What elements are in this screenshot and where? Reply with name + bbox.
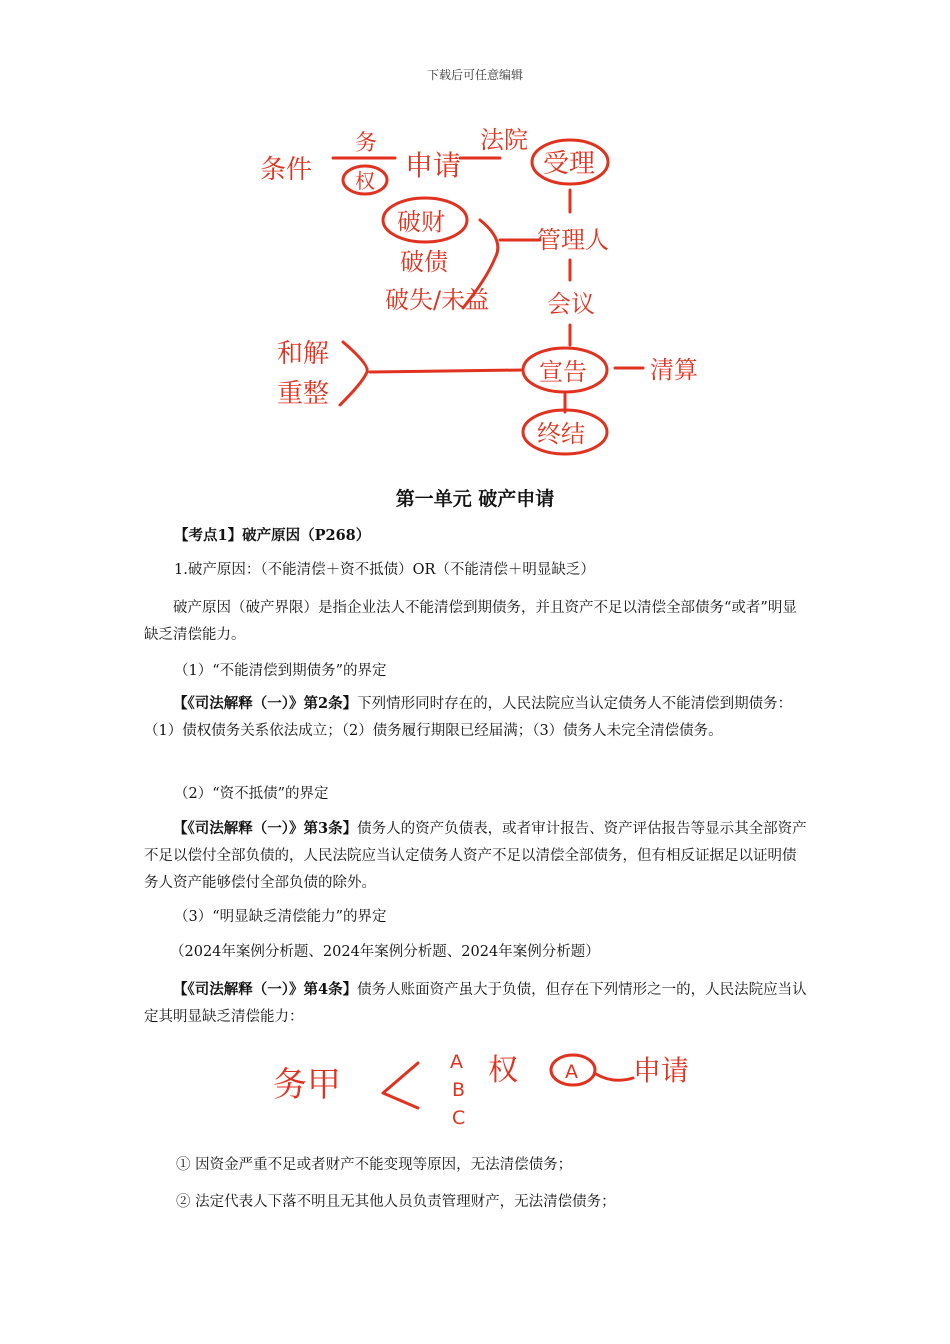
handwritten-flowchart: [255, 120, 715, 470]
hw-xuangao: 宣告: [539, 358, 587, 386]
hw-shouli: 受理: [543, 149, 596, 179]
hw-hejie: 和解: [277, 339, 330, 369]
hw-zhongjie: 终结: [537, 420, 585, 448]
hw-chongzheng: 重整: [277, 379, 330, 409]
list-item-1: ① 因资金严重不足或者财产不能变现等原因，无法清偿债务；: [176, 1157, 573, 1173]
hw-connector: [596, 1074, 633, 1080]
hw-guanliren: 管理人: [537, 226, 609, 254]
hw-pocai: 破财: [397, 208, 445, 236]
header-note: 下载后可任意编辑: [426, 68, 523, 82]
hw-brace-2: [340, 342, 367, 405]
para-3: （1）“不能清偿到期债务”的界定: [174, 663, 387, 679]
para-6-head: 【《司法解释（一）》第3条】: [173, 820, 358, 837]
hw-shenqing-bottom: 申请: [633, 1054, 690, 1087]
para-6: [144, 815, 808, 897]
hw-c: C: [452, 1107, 466, 1129]
hw-arrow: [383, 1063, 418, 1108]
para-1: 1.破产原因：（不能清偿＋资不抵债）OR（不能清偿＋明显缺乏）: [174, 562, 595, 578]
hw-wu: 务: [355, 131, 378, 156]
hw-a: A: [450, 1051, 463, 1073]
para-5: （2）“资不抵债”的界定: [174, 786, 329, 802]
para-9: [144, 976, 808, 1031]
para-4-body: 下列情形同时存在的，人民法院应当认定债务人不能清偿到期债务：（1）债权债务关系依法成立；（2）债务履行期限已经届满；（3）债务人未完全清偿债务。: [144, 696, 793, 739]
para-2: 破产原因（破产界限）是指企业法人不能清偿到期债务，并且资产不足以清偿全部债务“或者”明显缺乏清偿能力。: [144, 600, 797, 643]
para-4: [144, 690, 808, 745]
kaodian-heading: 【考点1】破产原因（P268）: [174, 527, 371, 544]
para-7: （3）“明显缺乏清偿能力”的界定: [174, 909, 387, 925]
para-4-head: 【《司法解释（一）》第2条】: [173, 695, 358, 712]
hw-shenqing: 申请: [405, 149, 462, 182]
hw-b: B: [452, 1079, 466, 1101]
para-9-head: 【《司法解释（一）》第4条】: [173, 981, 358, 998]
hw-tiaojian: 条件: [260, 155, 313, 185]
list-item-2: ② 法定代表人下落不明且无其他人员负责管理财产，无法清偿债务；: [176, 1194, 616, 1210]
hw-quan: 权: [355, 169, 375, 193]
hw-quan-bottom: 权: [488, 1053, 518, 1088]
hw-huiyi: 会议: [547, 290, 595, 318]
para-6-body: 债务人的资产负债表，或者审计报告、资产评估报告等显示其全部资产不足以偿付全部负债的，人民法院应当认定债务人资产不足以清偿全部债务，但有相反证据足以证明债务人资产能够偿付全部负债的除外。: [144, 821, 807, 891]
hw-qingchang: 清算: [650, 356, 698, 384]
hw-wujia: 务甲: [273, 1065, 341, 1105]
para-9-body: 债务人账面资产虽大于负债，但存在下列情形之一的，人民法院应当认定其明显缺乏清偿能力：: [144, 982, 807, 1025]
hw-line-3: [370, 370, 523, 372]
handwritten-sketch-bottom: [268, 1038, 708, 1133]
hw-pochan-qiwei: 破失/未益: [385, 286, 490, 314]
hw-a-circled: A: [565, 1061, 578, 1083]
para-8: （2024年案例分析题、2024年案例分析题、2024年案例分析题）: [170, 944, 600, 960]
hw-fayuan: 法院: [480, 126, 528, 154]
section-title: 第一单元 破产申请: [395, 488, 555, 510]
hw-pozhai: 破债: [400, 248, 448, 276]
